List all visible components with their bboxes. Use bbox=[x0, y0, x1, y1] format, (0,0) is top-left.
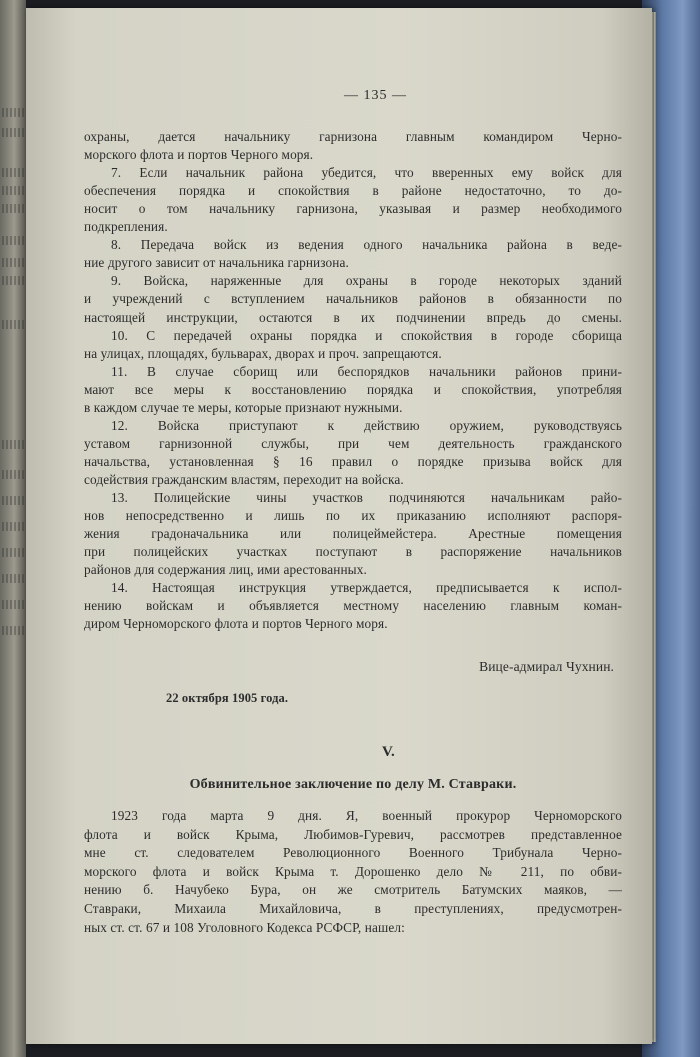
text-line: 7. Если начальник района убедится, что вверенных ему войск для bbox=[111, 165, 622, 181]
text-line: жения градоначальника или полицеймейстера. Арестные помещения bbox=[84, 526, 622, 542]
text-line: Ставраки, Михаила Михайловича, в преступлениях, предусмотрен- bbox=[84, 901, 622, 916]
text-line: 13. Полицейские чины участков подчиняются начальникам райо- bbox=[111, 490, 622, 505]
facing-page-text-fragment bbox=[2, 496, 24, 505]
section-title: Обвинительное заключение по делу М. Ставраки. bbox=[189, 777, 517, 792]
text-line: уставом гарнизонной службы, при чем деятельность гражданского bbox=[84, 435, 622, 451]
text-line: настоящей инструкции, остаются в их подчинении впредь до смены. bbox=[84, 309, 622, 325]
facing-page-text-fragment bbox=[2, 522, 24, 531]
page-number: — 135 — bbox=[344, 88, 407, 103]
facing-page-text-fragment bbox=[2, 236, 24, 245]
section-number: V. bbox=[382, 744, 395, 760]
facing-page-text-fragment bbox=[2, 204, 24, 213]
text-line: 14. Настоящая инструкция утверждается, предписывается к испол- bbox=[111, 580, 622, 596]
facing-page-text-fragment bbox=[2, 128, 24, 137]
facing-page-text-fragment bbox=[2, 548, 24, 557]
text-line: содействия гражданским властям, переходит на войска. bbox=[84, 471, 404, 487]
facing-page-text-fragment bbox=[2, 186, 24, 195]
facing-page-text-fragment bbox=[2, 258, 24, 267]
facing-page-edge bbox=[0, 0, 26, 1057]
text-line: в каждом случае те меры, которые признают нужными. bbox=[84, 399, 403, 415]
text-line: начальства, установленная § 16 правил о порядке призыва войск для bbox=[84, 453, 622, 469]
text-line: морского флота и портов Черного моря. bbox=[84, 147, 314, 163]
text-line: 10. С передачей охраны порядка и спокойствия в городе сборища bbox=[111, 327, 622, 343]
text-line: 12. Войска приступают к действию оружием, руководствуясь bbox=[111, 417, 622, 433]
text-line: районов для содержания лиц, ими арестованных. bbox=[84, 562, 367, 578]
text-line: охраны, дается начальнику гарнизона главным командиром Черно- bbox=[84, 129, 622, 144]
facing-page-text-fragment bbox=[2, 168, 24, 177]
signature: Вице-адмирал Чухнин. bbox=[479, 659, 614, 674]
text-line: 1923 года марта 9 дня. Я, военный прокурор Черноморского bbox=[111, 808, 622, 823]
facing-page-text-fragment bbox=[2, 600, 24, 609]
text-line: диром Черноморского флота и портов Черного моря. bbox=[84, 616, 388, 632]
facing-page-text-fragment bbox=[2, 574, 24, 583]
text-line: 8. Передача войск из ведения одного начальника района в веде- bbox=[111, 237, 622, 253]
text-line: нов непосредственно и лишь по их приказанию исполняют распоря- bbox=[84, 508, 622, 524]
text-line: нению войскам и объявляется местному населению главным коман- bbox=[84, 598, 622, 614]
text-line: 9. Войска, наряженные для охраны в городе некоторых зданий bbox=[111, 273, 622, 289]
text-line: мне ст. следователем Революционного Военного Трибунала Черно- bbox=[84, 845, 622, 861]
text-line: флота и войск Крыма, Любимов-Гуревич, рассмотрев представленное bbox=[84, 826, 622, 842]
date: 22 октября 1905 года. bbox=[166, 691, 289, 705]
book-page bbox=[26, 8, 652, 1044]
text-line: ных ст. ст. 67 и 108 Уголовного Кодекса РСФСР, нашел: bbox=[84, 919, 405, 935]
text-line: носит о том начальнику гарнизона, указывая и размер необходимого bbox=[84, 201, 622, 217]
facing-page-text-fragment bbox=[2, 320, 24, 329]
text-line: обеспечения порядка и спокойствия в районе недостаточно, то до- bbox=[84, 183, 622, 199]
text-line: морского флота и войск Крыма т. Дорошенко дело № 211, по обви- bbox=[84, 863, 622, 879]
facing-page-text-fragment bbox=[2, 108, 24, 117]
facing-page-text-fragment bbox=[2, 626, 24, 635]
text-line: мают все меры к восстановлению порядка и спокойствия, употребляя bbox=[84, 381, 622, 397]
facing-page-text-fragment bbox=[2, 276, 24, 285]
text-line: 11. В случае сборищ или беспорядков начальники районов прини- bbox=[111, 363, 622, 379]
facing-page-text-fragment bbox=[2, 440, 24, 449]
text-line: и учреждений с вступлением начальников районов в обязанности по bbox=[84, 291, 622, 307]
facing-page-text-fragment bbox=[2, 470, 24, 479]
text-line: нению б. Начубеко Бура, он же смотритель Батумских маяков, — bbox=[84, 882, 622, 898]
text-line: при полицейских участках поступают в распоряжение начальников bbox=[84, 544, 622, 560]
text-line: подкрепления. bbox=[84, 219, 168, 235]
text-line: на улицах, площадях, бульварах, дворах и проч. запрещаются. bbox=[84, 345, 442, 361]
text-line: ние другого зависит от начальника гарнизона. bbox=[84, 255, 349, 271]
